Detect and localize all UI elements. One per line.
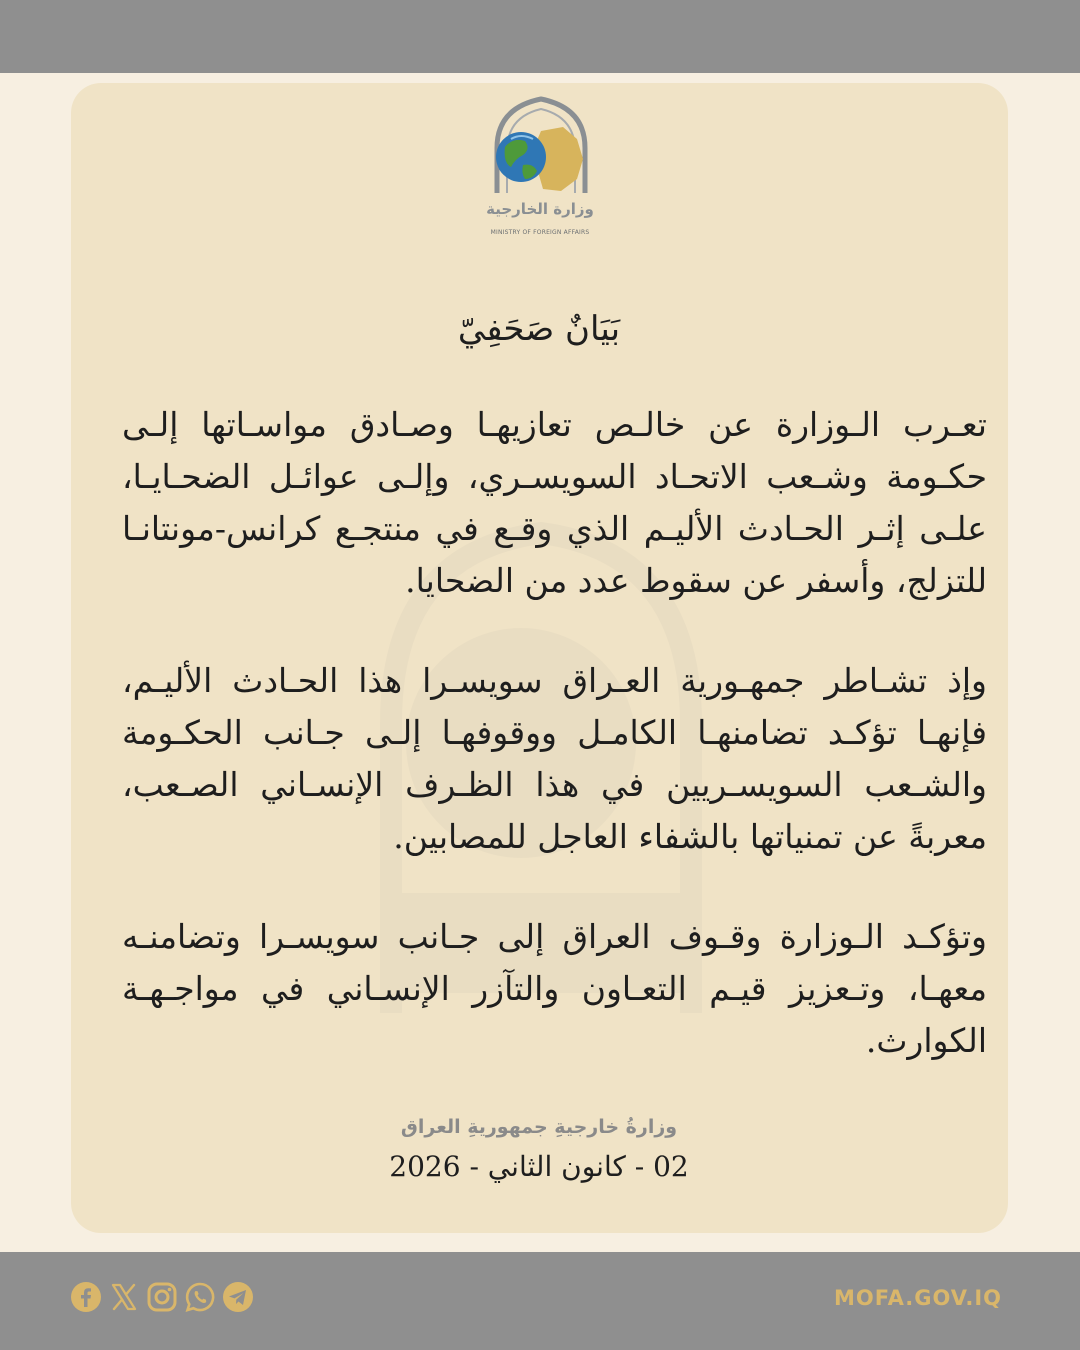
logo-arabic-name: وزارة الخارجية bbox=[486, 200, 594, 218]
statement-date: 02 - كانون الثاني - 2026 bbox=[389, 1150, 689, 1183]
logo-english-name: MINISTRY OF FOREIGN AFFAIRS bbox=[490, 229, 590, 236]
statement-paragraph-2: وإذ تشـاطر جمهـورية العـراق سويسـرا هذا الحـادث الأليـم، فإنهـا تؤكـد تضامنهـا الكامـل ووقوفهـا إلـى جـانب الحكـومة والشـعب السويسـريين في هذا الظـرف الإنسـاني الصـعب، معربةً عن تمنياتها بالشفاء العاجل للمصابين. bbox=[122, 661, 987, 856]
statement-title: بَيَانٌ صَحَفِيّ bbox=[457, 309, 621, 349]
x-icon[interactable] bbox=[108, 1281, 140, 1313]
signature: وزارةُ خارجيةِ جمهوريةِ العراق bbox=[400, 1116, 678, 1138]
social-links bbox=[70, 1281, 254, 1315]
instagram-icon[interactable] bbox=[146, 1281, 178, 1313]
telegram-icon[interactable] bbox=[222, 1281, 254, 1313]
statement-card bbox=[71, 83, 1008, 1233]
website-link[interactable]: MOFA.GOV.IQ bbox=[833, 1286, 1002, 1310]
statement-paragraph-1: تعـرب الـوزارة عن خالـص تعازيهـا وصـادق مواسـاتها إلـى حكـومة وشـعب الاتحـاد السويسـري، وإلـى عوائـل الضحـايـا، علـى إثـر الحـادث الأليـم الذي وقـع في منتجـع كرانس-مونتانـا للتزلج، وأسفر عن سقوط عدد من الضحايا. bbox=[122, 405, 987, 600]
facebook-icon[interactable] bbox=[70, 1281, 102, 1313]
ministry-emblem-icon bbox=[491, 93, 591, 243]
top-bar bbox=[0, 0, 1080, 73]
whatsapp-icon[interactable] bbox=[184, 1281, 216, 1313]
statement-body bbox=[122, 399, 987, 1115]
statement-paragraph-3: وتؤكـد الـوزارة وقـوف العراق إلى جـانب سويسـرا وتضامنـه معهـا، وتـعزيز قيـم التعـاون والتآزر الإنسـاني في مواجـهـة الكوارث. bbox=[122, 917, 987, 1060]
